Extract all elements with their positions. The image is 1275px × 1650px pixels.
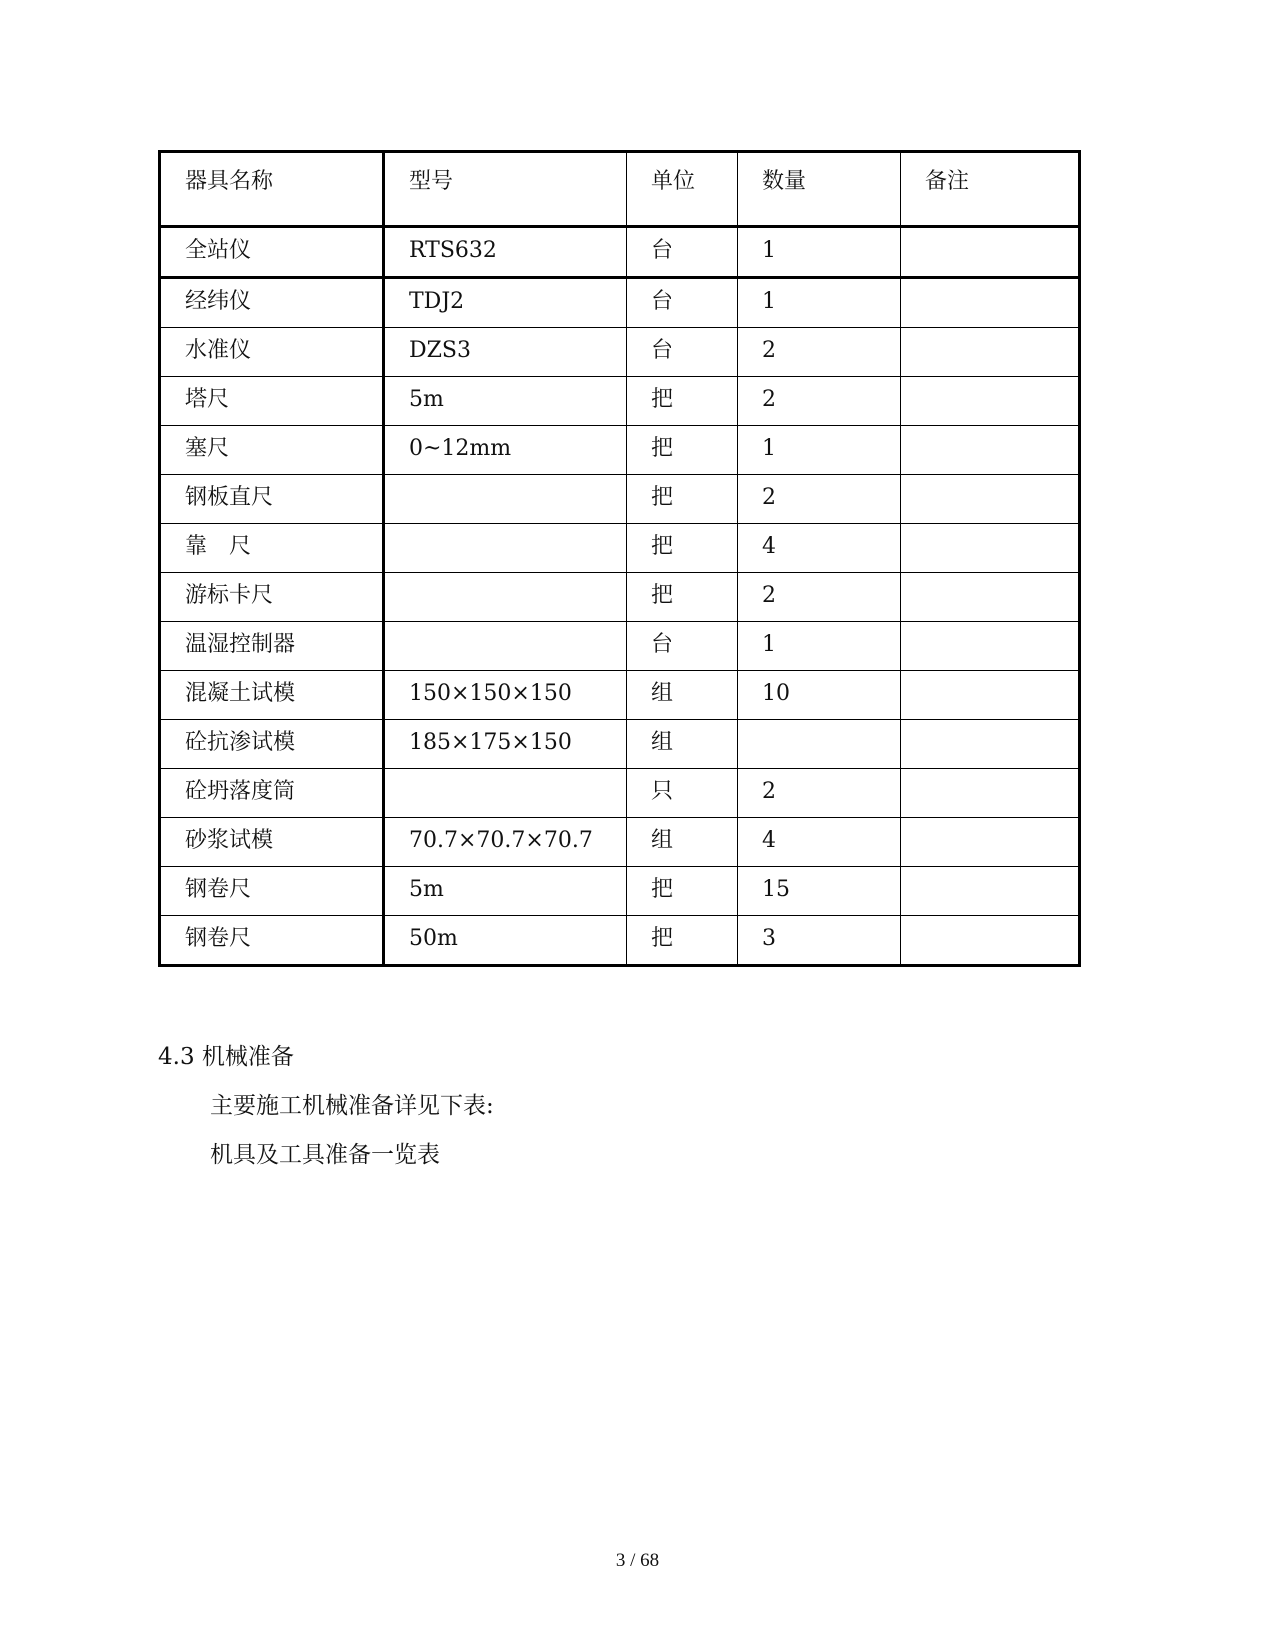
table-row xyxy=(160,475,1080,524)
header-cell-quantity: 数量 xyxy=(738,152,901,227)
table-row xyxy=(160,720,1080,769)
table-cell-model: 185×175×150 xyxy=(384,720,627,769)
table-cell-quantity: 4 xyxy=(738,818,901,867)
table-cell-quantity: 1 xyxy=(738,278,901,328)
table-cell-model xyxy=(384,524,627,573)
table-cell-model: 5m xyxy=(384,377,627,426)
table-cell-remark xyxy=(901,524,1080,573)
table-cell-name: 温湿控制器 xyxy=(160,622,384,671)
table-cell-unit: 台 xyxy=(627,622,738,671)
table-cell-remark xyxy=(901,769,1080,818)
header-cell-model: 型号 xyxy=(384,152,627,227)
table-cell-remark xyxy=(901,227,1080,278)
table-cell-unit: 组 xyxy=(627,720,738,769)
table-cell-unit: 只 xyxy=(627,769,738,818)
table-cell-remark xyxy=(901,622,1080,671)
table-cell-model: DZS3 xyxy=(384,328,627,377)
table-cell-remark xyxy=(901,818,1080,867)
table-row xyxy=(160,524,1080,573)
table-cell-name: 水准仪 xyxy=(160,328,384,377)
header-cell-remark: 备注 xyxy=(901,152,1080,227)
table-cell-quantity: 2 xyxy=(738,328,901,377)
table-cell-remark xyxy=(901,671,1080,720)
table-cell-model xyxy=(384,769,627,818)
table-cell-quantity: 1 xyxy=(738,622,901,671)
table-cell-unit: 台 xyxy=(627,328,738,377)
table-cell-model xyxy=(384,475,627,524)
table-cell-unit: 组 xyxy=(627,671,738,720)
equipment-table xyxy=(158,150,1081,967)
table-row xyxy=(160,818,1080,867)
table-caption: 机具及工具准备一览表 xyxy=(210,1142,440,1168)
table-row xyxy=(160,278,1080,328)
table-cell-remark xyxy=(901,916,1080,966)
table-cell-name: 塔尺 xyxy=(160,377,384,426)
table-cell-model xyxy=(384,622,627,671)
table-cell-name: 钢卷尺 xyxy=(160,916,384,966)
table-cell-unit: 把 xyxy=(627,377,738,426)
table-cell-quantity: 15 xyxy=(738,867,901,916)
table-row xyxy=(160,328,1080,377)
table-cell-remark xyxy=(901,720,1080,769)
table-cell-name: 砼坍落度筒 xyxy=(160,769,384,818)
table-cell-name: 砼抗渗试模 xyxy=(160,720,384,769)
table-cell-unit: 把 xyxy=(627,524,738,573)
table-cell-quantity: 1 xyxy=(738,426,901,475)
table-cell-name: 靠 尺 xyxy=(160,524,384,573)
table-cell-quantity xyxy=(738,720,901,769)
table-header-row xyxy=(160,152,1080,227)
table-cell-quantity: 2 xyxy=(738,475,901,524)
table-cell-remark xyxy=(901,278,1080,328)
table-cell-unit: 把 xyxy=(627,475,738,524)
table-cell-quantity: 2 xyxy=(738,377,901,426)
table-cell-quantity: 2 xyxy=(738,769,901,818)
page-number: 3 / 68 xyxy=(615,1550,660,1571)
table-cell-name: 砂浆试模 xyxy=(160,818,384,867)
table-row xyxy=(160,769,1080,818)
table-row xyxy=(160,622,1080,671)
table-row xyxy=(160,867,1080,916)
table-cell-model: 70.7×70.7×70.7 xyxy=(384,818,627,867)
table-cell-model: 50m xyxy=(384,916,627,966)
table-cell-quantity: 10 xyxy=(738,671,901,720)
table-cell-remark xyxy=(901,328,1080,377)
table-cell-remark xyxy=(901,377,1080,426)
table-cell-quantity: 1 xyxy=(738,227,901,278)
table-cell-unit: 组 xyxy=(627,818,738,867)
table-cell-name: 钢板直尺 xyxy=(160,475,384,524)
table-row xyxy=(160,573,1080,622)
table-cell-quantity: 3 xyxy=(738,916,901,966)
table-cell-unit: 台 xyxy=(627,278,738,328)
table-cell-model: 0~12mm xyxy=(384,426,627,475)
table-row xyxy=(160,671,1080,720)
section-heading: 4.3 机械准备 xyxy=(158,1044,294,1070)
header-cell-unit: 单位 xyxy=(627,152,738,227)
table-cell-name: 经纬仪 xyxy=(160,278,384,328)
table-cell-unit: 把 xyxy=(627,573,738,622)
table-cell-unit: 把 xyxy=(627,916,738,966)
header-cell-name: 器具名称 xyxy=(160,152,384,227)
table-cell-quantity: 4 xyxy=(738,524,901,573)
table-row xyxy=(160,916,1080,966)
table-row xyxy=(160,377,1080,426)
table-cell-name: 全站仪 xyxy=(160,227,384,278)
table-cell-unit: 台 xyxy=(627,227,738,278)
table-cell-model: 150×150×150 xyxy=(384,671,627,720)
table-cell-remark xyxy=(901,867,1080,916)
table-row xyxy=(160,227,1080,278)
section-paragraph: 主要施工机械准备详见下表: xyxy=(210,1093,494,1119)
table-cell-name: 钢卷尺 xyxy=(160,867,384,916)
table-cell-unit: 把 xyxy=(627,867,738,916)
table-cell-remark xyxy=(901,573,1080,622)
table-row xyxy=(160,426,1080,475)
table-cell-remark xyxy=(901,426,1080,475)
table-cell-model xyxy=(384,573,627,622)
table-cell-model: TDJ2 xyxy=(384,278,627,328)
table-cell-name: 游标卡尺 xyxy=(160,573,384,622)
table-cell-quantity: 2 xyxy=(738,573,901,622)
table-cell-name: 塞尺 xyxy=(160,426,384,475)
table-cell-model: RTS632 xyxy=(384,227,627,278)
table-cell-model: 5m xyxy=(384,867,627,916)
table-cell-name: 混凝土试模 xyxy=(160,671,384,720)
table-cell-remark xyxy=(901,475,1080,524)
table-cell-unit: 把 xyxy=(627,426,738,475)
